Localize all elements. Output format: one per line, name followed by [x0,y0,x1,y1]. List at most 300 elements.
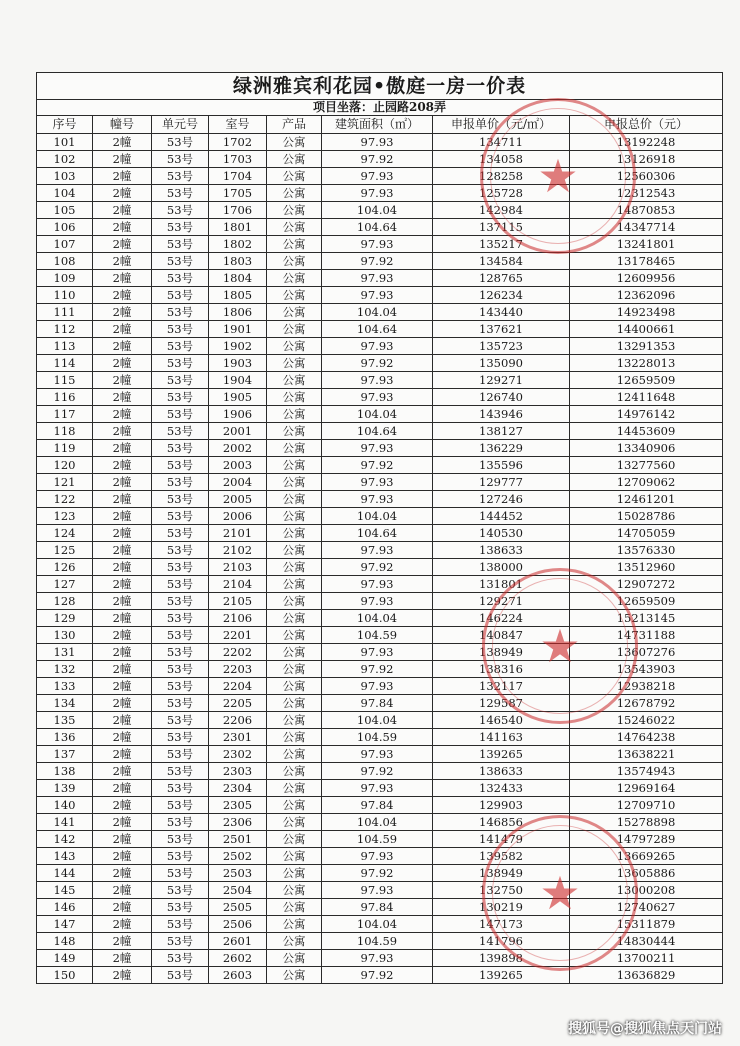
table-row [37,168,723,185]
cell-total-price: 12907272 [570,576,723,593]
cell-room: 1702 [209,134,267,151]
cell-index: 105 [37,202,93,219]
table-row [37,712,723,729]
cell-index: 139 [37,780,93,797]
cell-index: 123 [37,508,93,525]
cell-index: 129 [37,610,93,627]
cell-room: 2601 [209,933,267,950]
cell-unit: 53号 [152,627,209,644]
cell-area: 97.93 [322,746,433,763]
cell-total-price: 13636829 [570,967,723,984]
cell-product: 公寓 [267,610,322,627]
document-title: 绿洲雅宾利花园•傲庭一房一价表 [37,73,723,100]
cell-index: 128 [37,593,93,610]
cell-product: 公寓 [267,848,322,865]
cell-total-price: 13574943 [570,763,723,780]
cell-product: 公寓 [267,338,322,355]
cell-area: 104.59 [322,729,433,746]
cell-building: 2幢 [93,627,152,644]
seal-star-icon: ★ [537,149,579,203]
cell-unit: 53号 [152,899,209,916]
cell-unit-price: 141479 [433,831,570,848]
cell-room: 2102 [209,542,267,559]
cell-room: 1705 [209,185,267,202]
cell-unit-price: 137115 [433,219,570,236]
cell-index: 150 [37,967,93,984]
cell-unit-price: 138127 [433,423,570,440]
cell-area: 97.93 [322,542,433,559]
cell-building: 2幢 [93,406,152,423]
cell-building: 2幢 [93,440,152,457]
cell-room: 2602 [209,950,267,967]
table-row [37,916,723,933]
cell-total-price: 14347714 [570,219,723,236]
cell-product: 公寓 [267,423,322,440]
cell-room: 2204 [209,678,267,695]
cell-unit: 53号 [152,134,209,151]
cell-product: 公寓 [267,525,322,542]
cell-area: 97.93 [322,168,433,185]
cell-total-price: 12461201 [570,491,723,508]
cell-room: 2101 [209,525,267,542]
cell-product: 公寓 [267,457,322,474]
cell-unit-price: 143440 [433,304,570,321]
cell-unit: 53号 [152,202,209,219]
cell-unit-price: 135090 [433,355,570,372]
cell-room: 1902 [209,338,267,355]
cell-product: 公寓 [267,916,322,933]
cell-area: 97.84 [322,899,433,916]
cell-unit: 53号 [152,729,209,746]
cell-unit: 53号 [152,916,209,933]
table-row [37,321,723,338]
cell-unit: 53号 [152,797,209,814]
cell-unit-price: 129271 [433,593,570,610]
cell-total-price: 13669265 [570,848,723,865]
table-row [37,202,723,219]
table-row [37,236,723,253]
cell-total-price: 15028786 [570,508,723,525]
table-row [37,780,723,797]
cell-product: 公寓 [267,168,322,185]
cell-building: 2幢 [93,423,152,440]
table-row [37,423,723,440]
table-row [37,814,723,831]
cell-unit-price: 132433 [433,780,570,797]
cell-index: 125 [37,542,93,559]
cell-product: 公寓 [267,304,322,321]
cell-building: 2幢 [93,508,152,525]
cell-building: 2幢 [93,168,152,185]
table-row [37,304,723,321]
table-row [37,644,723,661]
cell-room: 2203 [209,661,267,678]
cell-product: 公寓 [267,763,322,780]
cell-unit: 53号 [152,440,209,457]
table-row [37,219,723,236]
cell-total-price: 12678792 [570,695,723,712]
cell-room: 2104 [209,576,267,593]
cell-unit-price: 136229 [433,440,570,457]
cell-building: 2幢 [93,610,152,627]
table-header-row [37,116,723,134]
cell-building: 2幢 [93,865,152,882]
cell-area: 97.93 [322,644,433,661]
cell-building: 2幢 [93,848,152,865]
cell-room: 1802 [209,236,267,253]
cell-area: 104.59 [322,933,433,950]
cell-room: 2302 [209,746,267,763]
cell-unit: 53号 [152,678,209,695]
cell-product: 公寓 [267,202,322,219]
table-row [37,848,723,865]
cell-unit: 53号 [152,151,209,168]
table-row [37,661,723,678]
table-row [37,440,723,457]
cell-product: 公寓 [267,899,322,916]
cell-room: 1804 [209,270,267,287]
cell-total-price: 12312543 [570,185,723,202]
cell-room: 1903 [209,355,267,372]
cell-unit: 53号 [152,372,209,389]
cell-product: 公寓 [267,474,322,491]
cell-building: 2幢 [93,491,152,508]
project-location: 项目坐落：止园路208弄 [37,100,723,116]
cell-unit: 53号 [152,848,209,865]
cell-index: 146 [37,899,93,916]
cell-unit: 53号 [152,474,209,491]
cell-room: 1904 [209,372,267,389]
header-index: 序号 [37,116,93,134]
cell-building: 2幢 [93,236,152,253]
cell-room: 2501 [209,831,267,848]
cell-unit-price: 142984 [433,202,570,219]
table-row [37,610,723,627]
cell-index: 112 [37,321,93,338]
cell-room: 1805 [209,287,267,304]
cell-total-price: 13291353 [570,338,723,355]
cell-unit-price: 129587 [433,695,570,712]
cell-area: 97.84 [322,797,433,814]
cell-room: 2006 [209,508,267,525]
cell-index: 143 [37,848,93,865]
cell-building: 2幢 [93,355,152,372]
cell-total-price: 13000208 [570,882,723,899]
cell-total-price: 13700211 [570,950,723,967]
cell-unit-price: 128765 [433,270,570,287]
cell-area: 104.04 [322,916,433,933]
cell-product: 公寓 [267,950,322,967]
cell-area: 104.04 [322,406,433,423]
cell-index: 135 [37,712,93,729]
table-row [37,406,723,423]
cell-index: 131 [37,644,93,661]
cell-total-price: 13543903 [570,661,723,678]
cell-area: 104.04 [322,202,433,219]
table-row [37,678,723,695]
cell-building: 2幢 [93,185,152,202]
cell-index: 115 [37,372,93,389]
cell-room: 1803 [209,253,267,270]
cell-product: 公寓 [267,185,322,202]
header-unit-price: 申报单价（元/㎡） [433,116,570,134]
cell-product: 公寓 [267,440,322,457]
cell-building: 2幢 [93,916,152,933]
cell-area: 97.92 [322,661,433,678]
table-row [37,746,723,763]
cell-index: 130 [37,627,93,644]
cell-product: 公寓 [267,542,322,559]
cell-product: 公寓 [267,746,322,763]
cell-unit: 53号 [152,185,209,202]
cell-area: 97.93 [322,440,433,457]
cell-area: 97.93 [322,848,433,865]
cell-area: 97.93 [322,576,433,593]
cell-room: 2301 [209,729,267,746]
cell-unit-price: 138633 [433,763,570,780]
cell-building: 2幢 [93,321,152,338]
cell-area: 97.92 [322,865,433,882]
cell-unit-price: 131801 [433,576,570,593]
header-product: 产品 [267,116,322,134]
cell-total-price: 13228013 [570,355,723,372]
table-row [37,933,723,950]
cell-building: 2幢 [93,780,152,797]
cell-index: 133 [37,678,93,695]
cell-building: 2幢 [93,474,152,491]
cell-area: 97.93 [322,780,433,797]
cell-area: 97.93 [322,593,433,610]
cell-product: 公寓 [267,678,322,695]
cell-unit: 53号 [152,780,209,797]
cell-index: 119 [37,440,93,457]
cell-unit-price: 139265 [433,746,570,763]
cell-room: 2106 [209,610,267,627]
cell-area: 104.04 [322,610,433,627]
cell-building: 2幢 [93,134,152,151]
cell-index: 120 [37,457,93,474]
cell-index: 141 [37,814,93,831]
cell-unit: 53号 [152,253,209,270]
cell-index: 148 [37,933,93,950]
cell-room: 2505 [209,899,267,916]
cell-total-price: 12709062 [570,474,723,491]
cell-index: 110 [37,287,93,304]
table-row [37,865,723,882]
cell-total-price: 13576330 [570,542,723,559]
cell-total-price: 14705059 [570,525,723,542]
cell-area: 97.92 [322,355,433,372]
cell-total-price: 12969164 [570,780,723,797]
cell-area: 104.64 [322,321,433,338]
cell-total-price: 14453609 [570,423,723,440]
cell-room: 2003 [209,457,267,474]
cell-product: 公寓 [267,780,322,797]
cell-area: 97.93 [322,287,433,304]
cell-building: 2幢 [93,814,152,831]
header-area: 建筑面积（㎡） [322,116,433,134]
cell-unit-price: 135217 [433,236,570,253]
table-row [37,559,723,576]
cell-room: 1706 [209,202,267,219]
table-row [37,338,723,355]
header-building: 幢号 [93,116,152,134]
cell-area: 97.93 [322,882,433,899]
cell-building: 2幢 [93,763,152,780]
cell-unit-price: 129271 [433,372,570,389]
cell-room: 1801 [209,219,267,236]
cell-unit-price: 128258 [433,168,570,185]
table-row [37,287,723,304]
cell-building: 2幢 [93,967,152,984]
cell-index: 116 [37,389,93,406]
cell-room: 2306 [209,814,267,831]
cell-product: 公寓 [267,321,322,338]
cell-unit-price: 141796 [433,933,570,950]
table-row [37,627,723,644]
cell-product: 公寓 [267,814,322,831]
cell-total-price: 12659509 [570,372,723,389]
cell-product: 公寓 [267,151,322,168]
cell-product: 公寓 [267,831,322,848]
cell-room: 2105 [209,593,267,610]
cell-unit-price: 146224 [433,610,570,627]
cell-product: 公寓 [267,627,322,644]
cell-unit-price: 125728 [433,185,570,202]
cell-product: 公寓 [267,219,322,236]
cell-area: 104.64 [322,219,433,236]
cell-unit: 53号 [152,967,209,984]
cell-index: 109 [37,270,93,287]
table-row [37,491,723,508]
cell-unit-price: 146856 [433,814,570,831]
header-total-price: 申报总价（元） [570,116,723,134]
cell-product: 公寓 [267,270,322,287]
table-row [37,372,723,389]
cell-product: 公寓 [267,593,322,610]
cell-unit-price: 138633 [433,542,570,559]
cell-product: 公寓 [267,729,322,746]
cell-index: 104 [37,185,93,202]
cell-total-price: 13638221 [570,746,723,763]
cell-area: 104.04 [322,814,433,831]
cell-area: 104.04 [322,508,433,525]
cell-product: 公寓 [267,712,322,729]
cell-index: 124 [37,525,93,542]
cell-area: 97.93 [322,474,433,491]
cell-unit-price: 139582 [433,848,570,865]
cell-total-price: 13607276 [570,644,723,661]
cell-total-price: 14976142 [570,406,723,423]
cell-room: 2103 [209,559,267,576]
cell-building: 2幢 [93,882,152,899]
cell-total-price: 12709710 [570,797,723,814]
cell-building: 2幢 [93,831,152,848]
cell-total-price: 12411648 [570,389,723,406]
cell-room: 2202 [209,644,267,661]
cell-product: 公寓 [267,661,322,678]
cell-product: 公寓 [267,134,322,151]
cell-total-price: 12560306 [570,168,723,185]
cell-unit: 53号 [152,746,209,763]
cell-unit: 53号 [152,287,209,304]
cell-area: 104.04 [322,304,433,321]
seal-star-icon: ★ [539,866,581,920]
cell-room: 2206 [209,712,267,729]
cell-building: 2幢 [93,593,152,610]
cell-unit: 53号 [152,355,209,372]
cell-unit: 53号 [152,525,209,542]
cell-index: 136 [37,729,93,746]
cell-index: 102 [37,151,93,168]
cell-product: 公寓 [267,372,322,389]
header-room: 室号 [209,116,267,134]
cell-unit: 53号 [152,219,209,236]
cell-index: 144 [37,865,93,882]
table-row [37,831,723,848]
table-row [37,882,723,899]
table-row [37,763,723,780]
cell-room: 1703 [209,151,267,168]
cell-index: 103 [37,168,93,185]
cell-index: 142 [37,831,93,848]
cell-unit: 53号 [152,865,209,882]
table-row [37,729,723,746]
cell-building: 2幢 [93,933,152,950]
cell-unit: 53号 [152,661,209,678]
cell-unit-price: 130219 [433,899,570,916]
cell-unit: 53号 [152,933,209,950]
table-row [37,593,723,610]
cell-total-price: 13340906 [570,440,723,457]
cell-index: 118 [37,423,93,440]
table-row [37,389,723,406]
cell-building: 2幢 [93,525,152,542]
cell-product: 公寓 [267,236,322,253]
cell-total-price: 13241801 [570,236,723,253]
cell-unit-price: 132117 [433,678,570,695]
cell-total-price: 13192248 [570,134,723,151]
cell-unit-price: 126740 [433,389,570,406]
cell-area: 104.64 [322,525,433,542]
cell-area: 97.93 [322,270,433,287]
cell-index: 107 [37,236,93,253]
cell-unit: 53号 [152,610,209,627]
cell-unit-price: 139265 [433,967,570,984]
cell-index: 121 [37,474,93,491]
table-row [37,474,723,491]
cell-building: 2幢 [93,270,152,287]
cell-unit: 53号 [152,559,209,576]
cell-building: 2幢 [93,729,152,746]
cell-unit-price: 137621 [433,321,570,338]
cell-index: 117 [37,406,93,423]
cell-total-price: 14923498 [570,304,723,321]
cell-unit: 53号 [152,712,209,729]
cell-index: 147 [37,916,93,933]
cell-product: 公寓 [267,695,322,712]
cell-room: 2005 [209,491,267,508]
cell-room: 2303 [209,763,267,780]
cell-building: 2幢 [93,542,152,559]
cell-unit-price: 143946 [433,406,570,423]
cell-total-price: 12938218 [570,678,723,695]
cell-building: 2幢 [93,559,152,576]
cell-product: 公寓 [267,491,322,508]
cell-unit: 53号 [152,304,209,321]
cell-product: 公寓 [267,797,322,814]
cell-product: 公寓 [267,355,322,372]
